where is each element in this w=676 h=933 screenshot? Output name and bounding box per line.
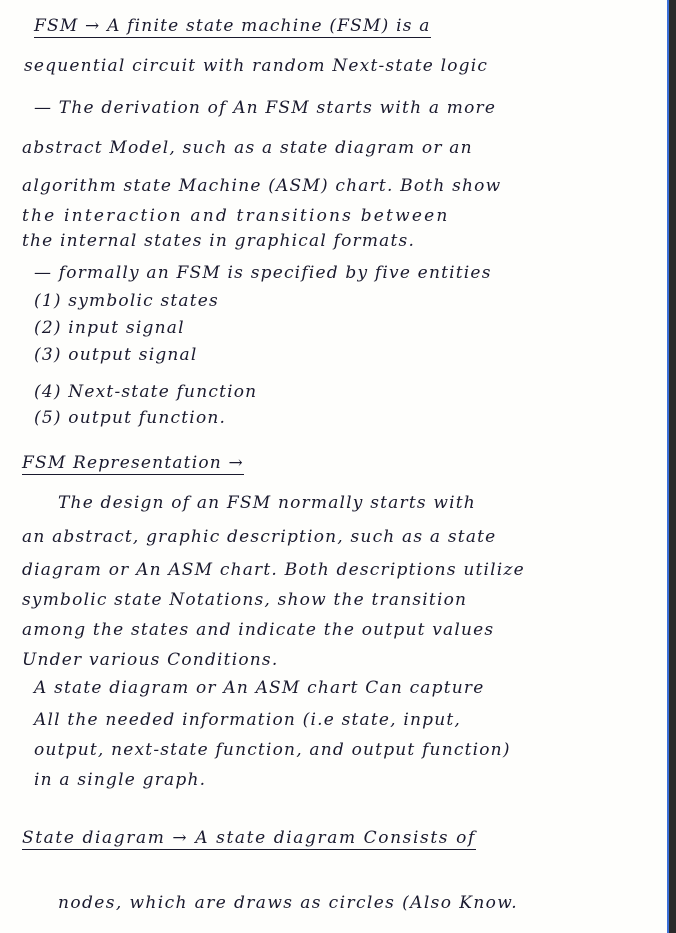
note-line: algorithm state Machine (ASM) chart. Both show bbox=[22, 176, 502, 196]
note-line: sequential circuit with random Next-state logic bbox=[24, 56, 489, 76]
list-item: (1) symbolic states bbox=[34, 291, 219, 311]
note-line: diagram or An ASM chart. Both descriptions utilize bbox=[22, 560, 525, 580]
list-item: (3) output signal bbox=[34, 345, 198, 365]
note-line: output, next-state function, and output function) bbox=[34, 740, 511, 760]
list-item: (4) Next-state function bbox=[34, 382, 258, 402]
list-item: (2) input signal bbox=[34, 318, 185, 338]
note-line-heading-fsm: FSM → A finite state machine (FSM) is a bbox=[34, 16, 431, 36]
section-heading-fsm-representation: FSM Representation → bbox=[22, 453, 244, 473]
note-line: — The derivation of An FSM starts with a more bbox=[34, 98, 497, 118]
note-line: among the states and indicate the output values bbox=[22, 620, 495, 640]
note-line: A state diagram or An ASM chart Can capture bbox=[34, 678, 485, 698]
note-line: the internal states in graphical formats. bbox=[22, 231, 416, 251]
note-line: symbolic state Notations, show the transition bbox=[22, 590, 468, 610]
note-line: — formally an FSM is specified by five entities bbox=[34, 263, 492, 283]
window-edge bbox=[667, 0, 676, 933]
note-line: abstract Model, such as a state diagram or an bbox=[22, 138, 473, 158]
note-line: in a single graph. bbox=[34, 770, 207, 790]
note-line: Under various Conditions. bbox=[22, 650, 279, 670]
note-line: The design of an FSM normally starts with bbox=[58, 493, 476, 513]
note-line: nodes, which are draws as circles (Also Know. bbox=[58, 893, 519, 913]
note-line: All the needed information (i.e state, input, bbox=[34, 710, 462, 730]
list-item: (5) output function. bbox=[34, 408, 227, 428]
note-line: the interaction and transitions between bbox=[22, 206, 450, 226]
note-line: an abstract, graphic description, such as a state bbox=[22, 527, 497, 547]
section-heading-state-diagram: State diagram → A state diagram Consists of bbox=[22, 828, 476, 848]
